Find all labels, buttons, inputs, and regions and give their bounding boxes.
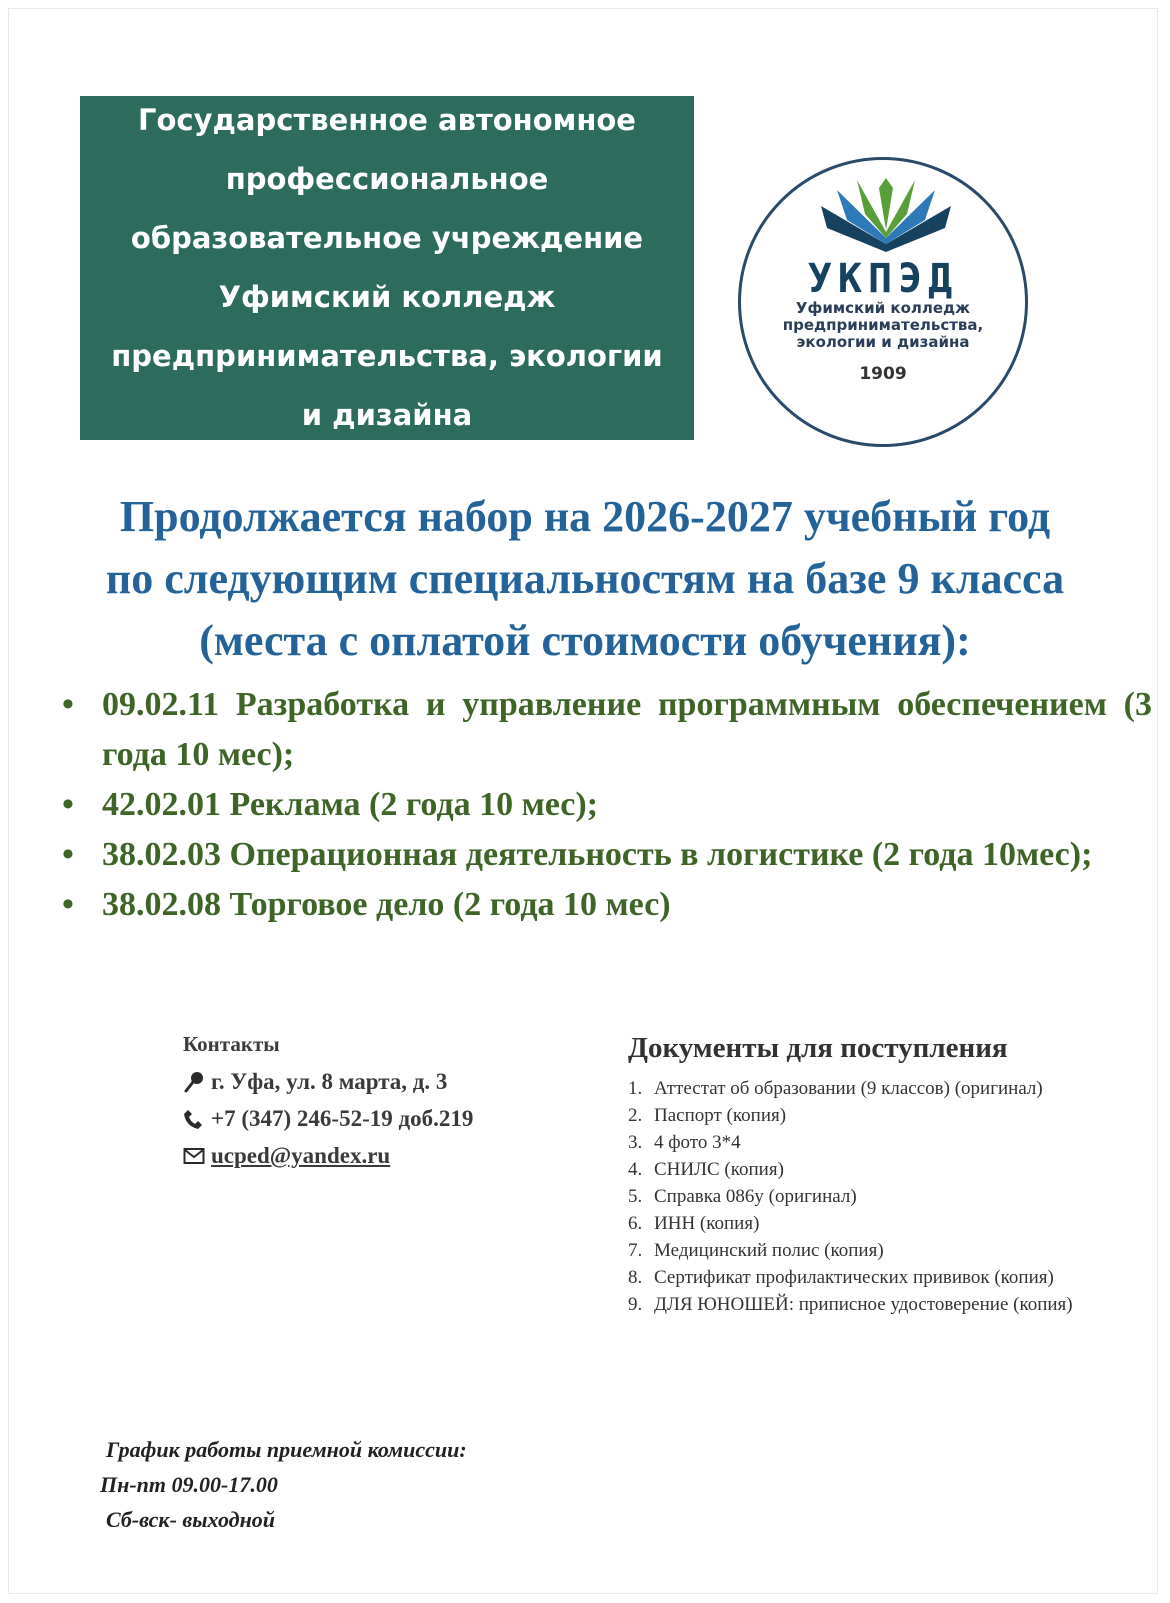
document-item: 2. Паспорт (копия) (628, 1105, 787, 1126)
mail-icon (183, 1147, 211, 1165)
logo-college-name: Уфимский колледж предпринимательства, экологии и дизайна (782, 299, 984, 351)
documents-list (628, 1075, 1108, 1318)
headline-line: Продолжается набор на 2026-2027 учебный год (119, 492, 1051, 541)
institution-line: предпринимательства, экологии (111, 339, 663, 373)
document-item: 3. 4 фото 3*4 (628, 1132, 741, 1153)
contacts-section (183, 1032, 583, 1174)
specialty-item: • 09.02.11 Разработка и управление программным обеспечением (3 года 10 мес); (62, 680, 1152, 780)
address-text: г. Уфа, ул. 8 марта, д. 3 (211, 1069, 448, 1094)
schedule-title: График работы приемной комиссии: (106, 1437, 467, 1462)
institution-line: Уфимский колледж (218, 280, 556, 314)
specialty-item: • 38.02.03 Операционная деятельность в логистике (2 года 10мес); (62, 830, 1152, 880)
logo-abbreviation: УКПЭД (807, 256, 959, 302)
contact-address (183, 1063, 583, 1100)
institution-banner (80, 96, 694, 440)
headline-line: по следующим специальностям на базе 9 класса (105, 554, 1065, 603)
book-leaves-icon (801, 178, 971, 258)
specialty-item: • 42.02.01 Реклама (2 года 10 мес); (62, 780, 1152, 830)
document-item: 6. ИНН (копия) (628, 1213, 760, 1234)
pin-icon (183, 1071, 211, 1093)
phone-text[interactable]: +7 (347) 246-52-19 доб.219 (211, 1106, 474, 1131)
specialty-list (62, 680, 1152, 930)
headline-line: (места с оплатой стоимости обучения): (199, 616, 971, 665)
institution-line: и дизайна (301, 398, 473, 432)
documents-title: Документы для поступления (628, 1032, 1008, 1064)
documents-section (628, 1032, 1108, 1318)
contact-phone (183, 1100, 583, 1137)
document-item: 9. ДЛЯ ЮНОШЕЙ: приписное удостоверение (копия) (628, 1294, 1073, 1315)
specialty-item: • 38.02.08 Торговое дело (2 года 10 мес) (62, 880, 1152, 930)
contacts-title: Контакты (183, 1032, 280, 1056)
schedule-section (100, 1432, 704, 1537)
document-item: 7. Медицинский полис (копия) (628, 1240, 884, 1261)
contact-email (183, 1137, 583, 1174)
document-item: 8. Сертификат профилактических прививок (копия) (628, 1267, 1054, 1288)
document-item: 1. Аттестат об образовании (9 классов) (оригинал) (628, 1078, 1043, 1099)
institution-line: профессиональное (225, 162, 549, 196)
email-link[interactable]: ucped@yandex.ru (211, 1143, 391, 1168)
logo-year: 1909 (859, 364, 907, 384)
document-item: 5. Справка 086у (оригинал) (628, 1186, 857, 1207)
phone-icon (183, 1108, 211, 1130)
college-logo (738, 157, 1028, 447)
institution-line: Государственное автономное (138, 103, 636, 137)
schedule-weekend: Сб-вск- выходной (106, 1507, 276, 1532)
document-item: 4. СНИЛС (копия) (628, 1159, 784, 1180)
headline (20, 486, 1150, 672)
schedule-weekdays: Пн-пт 09.00-17.00 (100, 1472, 278, 1497)
institution-line: образовательное учреждение (130, 221, 644, 255)
